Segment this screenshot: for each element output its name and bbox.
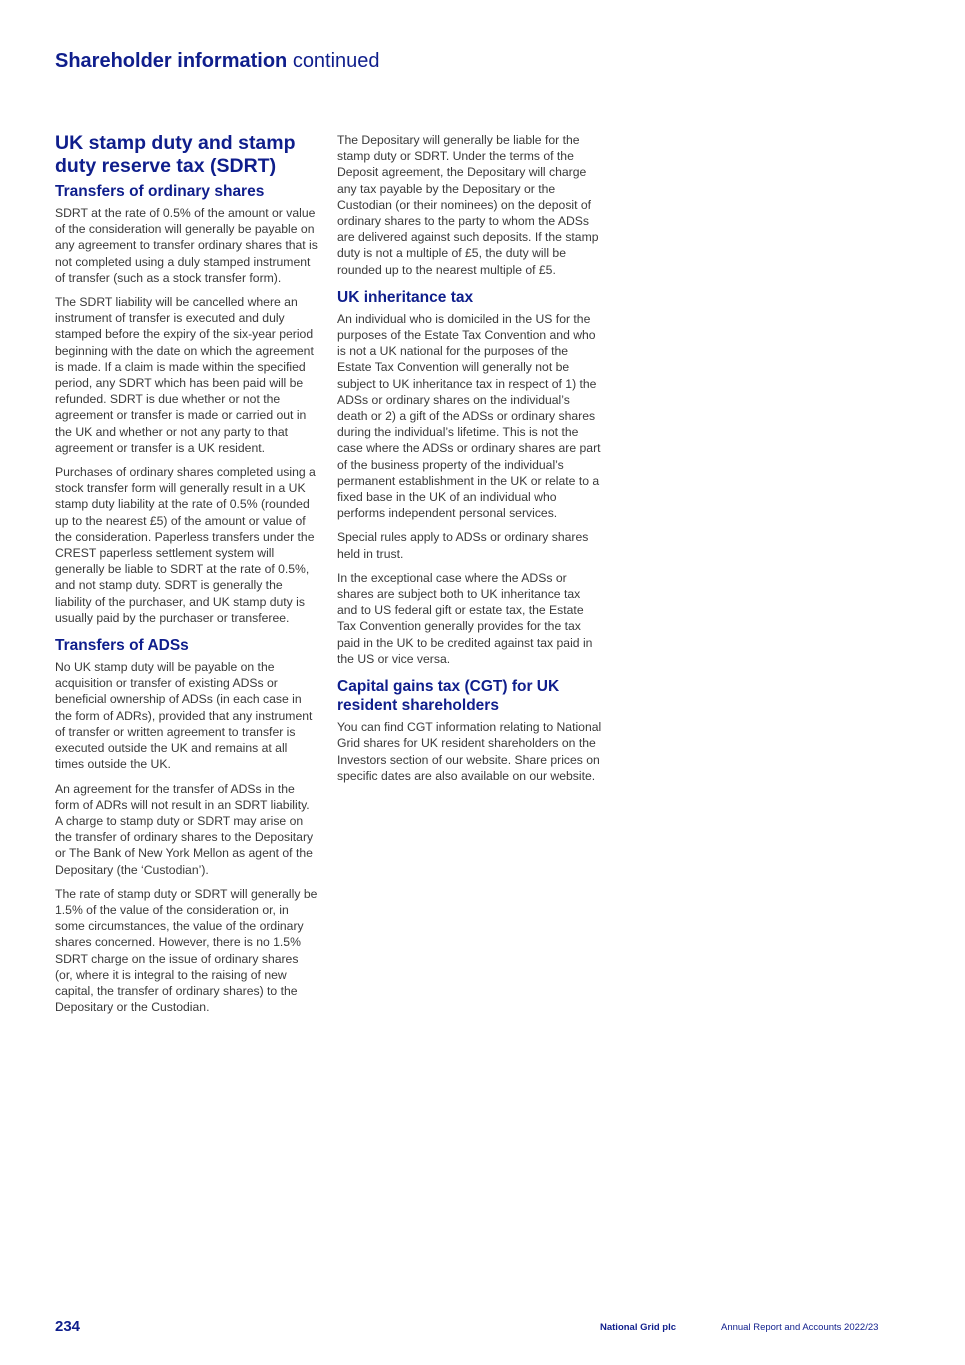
paragraph: You can find CGT information relating to National Grid shares for UK resident shareholders on the Investors section of our website. Share prices on specific dates are also available on our website. xyxy=(337,720,602,783)
paragraph: The Depositary will generally be liable for the stamp duty or SDRT. Under the terms of the Deposit agreement, the Depositary will charge any tax payable by the Depositary or the Custodian (or their nominees) on the deposit of ordinary shares to the party to whom the ADSs are delivered against such deposits. If the stamp duty is not a multiple of £5, the duty will be rounded up to the nearest multiple of £5. xyxy=(337,133,599,277)
paragraph: SDRT at the rate of 0.5% of the amount or value of the consideration will generally be payable on any agreement to transfer ordinary shares that is not completed using a duly stamped instrument of transfer (such as a stock transfer form). xyxy=(55,206,318,285)
paragraph: An agreement for the transfer of ADSs in the form of ADRs will not result in an SDRT liability. A charge to stamp duty or SDRT may arise on the transfer of ordinary shares to the Depositary or The Bank of New York Mellon as agent of the Depositary (the ‘Custodian’). xyxy=(55,781,314,877)
page-title: Shareholder information xyxy=(55,50,288,72)
paragraph: Special rules apply to ADSs or ordinary shares held in trust. xyxy=(337,530,589,561)
subheading-capital-gains-tax: Capital gains tax (CGT) for UK resident shareholders xyxy=(337,678,560,715)
company-name: National Grid plc xyxy=(600,1322,677,1333)
right-column xyxy=(337,132,602,792)
page-title-suffix: continued xyxy=(292,50,380,72)
subheading-uk-inheritance-tax: UK inheritance tax xyxy=(337,288,474,306)
paragraph: An individual who is domiciled in the US for the purposes of the Estate Tax Convention and who is not a UK national for the purposes of the Estate Tax Convention will generally not be subject to UK inheritance tax in respect of 1) the ADSs or ordinary shares on the individual’s death or 2) a gift of the ADSs or ordinary shares during the individual’s lifetime. This is not the case where the ADSs or ordinary shares are part of the business property of the individual’s permanent establishment in the UK or relate to a fixed base in the UK of an individual who performs independent personal services. xyxy=(337,311,601,521)
paragraph: In the exceptional case where the ADSs or shares are subject both to UK inheritance tax and to US federal gift or estate tax, the Estate Tax Convention generally provides for the tax paid in the UK to be credited against tax paid in the US or vice versa. xyxy=(337,570,593,666)
paragraph: Purchases of ordinary shares completed using a stock transfer form will generally result in a UK stamp duty liability at the rate of 0.5% (rounded up to the nearest £5) of the amount or value of the consideration. Paperless transfers under the CREST paperless settlement system will generally be liable to SDRT at the rate of 0.5%, and not stamp duty. SDRT is generally the liability of the purchaser, and UK stamp duty is usually paid by the purchaser or transferee. xyxy=(55,465,316,625)
page-footer xyxy=(0,1318,965,1338)
paragraph: The rate of stamp duty or SDRT will generally be 1.5% of the value of the consideration or, in some circumstances, the value of the ordinary shares concerned. However, there is no 1.5% SDRT charge on the issue of ordinary shares (or, where it is integral to the raising of new capital, the transfer of ordinary shares) to the Depositary or the Custodian. xyxy=(55,886,318,1015)
paragraph: The SDRT liability will be cancelled where an instrument of transfer is executed and duly stamped before the expiry of the six-year period beginning with the date on which the agreement is made. If a claim is made within the specified period, any SDRT which has been paid will be refunded. SDRT is due whether or not the agreement or transfer is made or carried out in the UK and whether or not any party to that agreement or transfer is a UK resident. xyxy=(55,295,314,455)
page-number: 234 xyxy=(55,1318,81,1335)
page-header xyxy=(55,50,380,73)
left-column xyxy=(55,132,318,1023)
paragraph: No UK stamp duty will be payable on the acquisition or transfer of existing ADSs or beneficial ownership of ADSs (in each case in the form of ADRs), provided that any instrument of transfer or written agreement to transfer is executed outside the UK and remains at all times outside the UK. xyxy=(55,660,313,772)
subheading-transfers-adss: Transfers of ADSs xyxy=(55,637,189,655)
subheading-transfers-ordinary-shares: Transfers of ordinary shares xyxy=(55,183,265,200)
report-title: Annual Report and Accounts 2022/23 xyxy=(721,1322,879,1333)
section-heading-stamp-duty: UK stamp duty and stamp duty reserve tax (SDRT) xyxy=(55,132,296,177)
